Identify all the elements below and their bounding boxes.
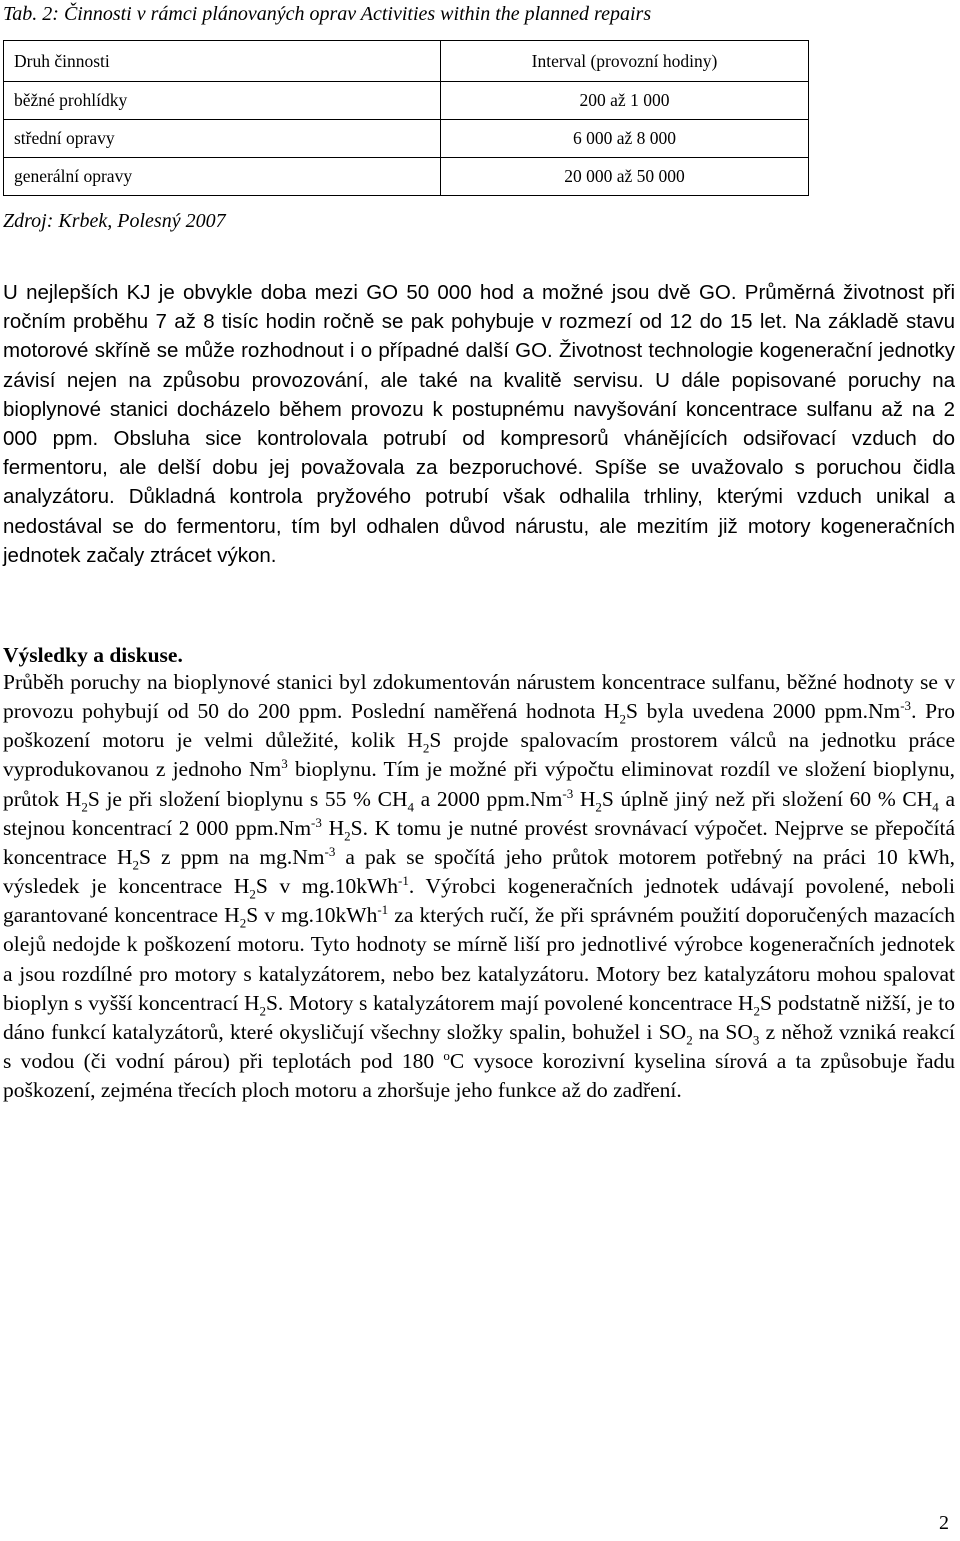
text-run: a pak se spočítá jeho průtok motorem potřebný na práci 10 kWh, výsledek je koncentrace H bbox=[3, 844, 955, 899]
superscript: -3 bbox=[324, 843, 336, 859]
table-cell: generální opravy bbox=[4, 158, 441, 196]
text-run: S podstatně nižší, je to dáno funkcí katalyzátorů, které okysličují všechny složky spalin, bohužel i SO bbox=[3, 990, 955, 1044]
subscript: 2 bbox=[686, 1032, 693, 1048]
table-row bbox=[4, 158, 809, 196]
text-run: H bbox=[321, 815, 345, 840]
superscript: o bbox=[443, 1047, 450, 1063]
table-cell: běžné prohlídky bbox=[4, 82, 441, 120]
text-run: . Pro poškození motoru je velmi důležité, kolik H bbox=[3, 699, 955, 753]
subscript: 2 bbox=[132, 857, 139, 873]
text-run: . Výrobci kogeneračních jednotek udávají povolené, neboli garantované koncentrace H bbox=[3, 874, 955, 928]
subscript: 2 bbox=[81, 798, 88, 814]
subscript: 2 bbox=[259, 1003, 266, 1019]
table-source-note: Zdroj: Krbek, Polesný 2007 bbox=[3, 210, 226, 232]
table-cell: střední opravy bbox=[4, 120, 441, 158]
text-run: S projde spalovacím prostorem válců na jednotku práce vyprodukovanou z jednoho Nm bbox=[3, 728, 955, 782]
subscript: 2 bbox=[344, 828, 351, 844]
superscript: -1 bbox=[398, 872, 409, 888]
text-run: a stejnou koncentrací 2 000 ppm.Nm bbox=[3, 786, 956, 840]
text-run: C vysoce korozivní kyselina sírová a ta způsobuje řadu poškození, zejména třecích ploch motoru a zhoršuje jeho funkce až do zadření. bbox=[3, 1049, 955, 1103]
body-paragraph-2 bbox=[3, 668, 955, 1105]
subscript: 2 bbox=[595, 798, 602, 814]
section-heading: Výsledky a diskuse. bbox=[3, 643, 183, 667]
text-run: S v mg.10kWh bbox=[255, 874, 399, 899]
text-run: z něhož vzniká reakcí s vodou (či vodní párou) při teplotách pod 180 bbox=[3, 1019, 956, 1074]
table-header-cell: Interval (provozní hodiny) bbox=[441, 41, 809, 82]
table-header-cell: Druh činnosti bbox=[4, 41, 441, 82]
subscript: 2 bbox=[422, 740, 430, 756]
text-run: a 2000 ppm.Nm bbox=[413, 786, 563, 811]
text-run: H bbox=[573, 786, 596, 811]
table-cell: 200 až 1 000 bbox=[441, 82, 809, 120]
subscript: 2 bbox=[753, 1003, 761, 1019]
subscript: 2 bbox=[239, 915, 247, 931]
table-caption: Tab. 2: Činnosti v rámci plánovaných oprav Activities within the planned repairs bbox=[3, 3, 652, 25]
text-run: Průběh poruchy na bioplynové stanici byl zdokumentován nárustem koncentrace sulfanu, běžné hodnoty se v provozu pohybují od 50 do 200 ppm. Poslední naměřená hodnota H bbox=[3, 670, 955, 724]
superscript: -1 bbox=[377, 902, 389, 918]
text-run: S. K tomu je nutné provést srovnávací výpočet. Nejprve se přepočítá koncentrace H bbox=[3, 815, 955, 869]
subscript: 2 bbox=[249, 886, 256, 902]
repair-intervals-table bbox=[3, 40, 809, 196]
text-run: S v mg.10kWh bbox=[246, 903, 378, 928]
superscript: -3 bbox=[562, 785, 574, 801]
subscript: 4 bbox=[932, 798, 939, 814]
superscript: 3 bbox=[281, 756, 288, 772]
superscript: -3 bbox=[311, 814, 322, 830]
table-cell: 20 000 až 50 000 bbox=[441, 158, 809, 196]
text-run: S je při složení bioplynu s 55 % CH bbox=[87, 786, 408, 811]
text-run: za kterých ručí, že při správném použití doporučených mazacích olejů nedojde k poškození motoru. Tyto hodnoty se mírně liší pro jednotlivé výrobce kogeneračních jednotek a jsou rozdílné pro motory s katalyzátorem, nebo bez katalyzátoru. Motory bez katalyzátoru mohou spalovat bioplyn s vyšší koncentrací H bbox=[3, 903, 955, 1015]
text-run: bioplynu. Tím je možné při výpočtu eliminovat rozdíl ve složení bioplynu, průtok H bbox=[3, 757, 955, 811]
text-run: S byla uvedena 2000 ppm.Nm bbox=[626, 699, 901, 724]
text-run: S z ppm na mg.Nm bbox=[138, 844, 325, 869]
subscript: 4 bbox=[407, 798, 414, 814]
body-paragraph-1: U nejlepších KJ je obvykle doba mezi GO 50 000 hod a možné jsou dvě GO. Průměrná životnost při ročním proběhu 7 až 8 tisíc hodin ročně se pak pohybuje v rozmezí od 12 do 15 let. Na základě stavu motorové skříně se může rozhodnout i o případné další GO. Životnost technologie kogenerační jednotky závisí nejen na způsobu provozování, ale také na kvalitě servisu. U dále popisované poruchy na bioplynové stanici docházelo během provozu k postupnému navyšování koncentrace sulfanu až na 2 000 ppm. Obsluha sice kontrolovala potrubí od kompresorů vhánějících odsiřovací vzduch do fermentoru, ale delší dobu jej považovala za bezporuchové. Spíše se uvažovalo s poruchou čidla analyzátoru. Důkladná kontrola pryžového potrubí však odhalila trhliny, kterými vzduch unikal a nedostával se do fermentoru, tím byl odhalen důvod nárustu, ale mezitím již motory kogeneračních jednotek začaly ztrácet výkon. bbox=[3, 281, 955, 567]
subscript: 3 bbox=[752, 1032, 760, 1048]
table-row bbox=[4, 120, 809, 158]
text-run: na SO bbox=[692, 1019, 753, 1044]
page-number: 2 bbox=[939, 1512, 949, 1534]
table-header-row bbox=[4, 41, 809, 82]
table-row bbox=[4, 82, 809, 120]
superscript: -3 bbox=[900, 698, 912, 713]
table-cell: 6 000 až 8 000 bbox=[441, 120, 809, 158]
subscript: 2 bbox=[619, 711, 627, 727]
text-run: S úplně jiný než při složení 60 % CH bbox=[601, 786, 933, 811]
text-run: S. Motory s katalyzátorem mají povolené koncentrace H bbox=[265, 990, 754, 1015]
